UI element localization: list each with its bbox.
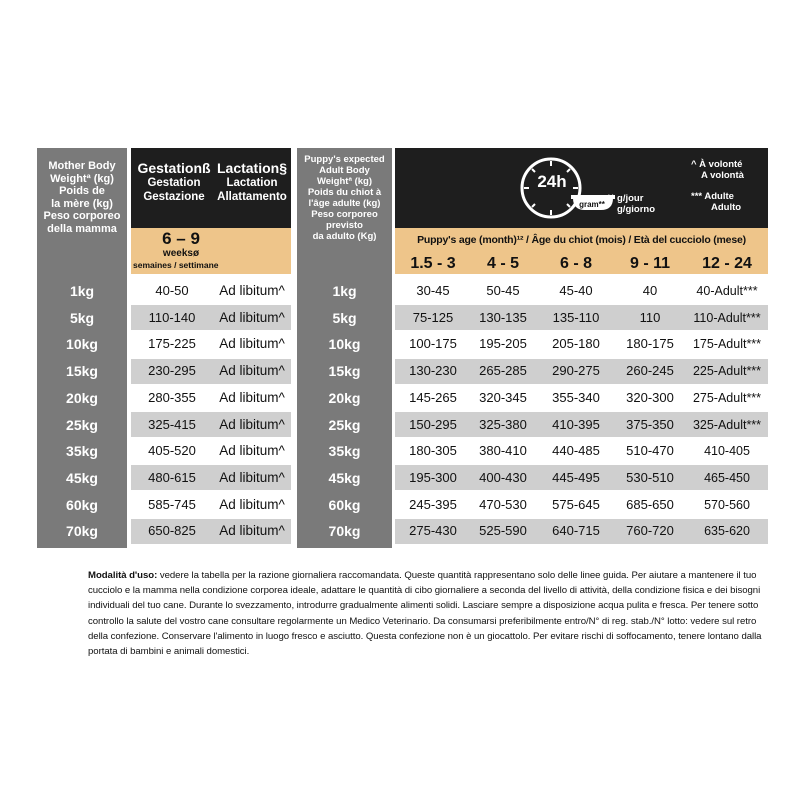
volonte-it: A volontà bbox=[701, 169, 744, 181]
gestation-fr: Gestation bbox=[147, 177, 201, 189]
gestation-amount: 110-140 bbox=[148, 309, 196, 325]
puppy-amount: 110-Adult*** bbox=[693, 310, 761, 325]
puppy-amount: 410-405 bbox=[704, 444, 750, 459]
usage-instructions bbox=[88, 568, 778, 659]
puppy-amount: 525-590 bbox=[479, 523, 527, 539]
lactation-amount: Ad libitum^ bbox=[219, 443, 285, 459]
gestation-amount: 480-615 bbox=[148, 469, 196, 485]
puppy-amount: 40-Adult*** bbox=[696, 284, 758, 298]
puppy-amount: 320-300 bbox=[626, 389, 674, 405]
puppy-amount: 640-715 bbox=[552, 523, 600, 539]
gestation-header bbox=[135, 160, 213, 204]
lactation-amount: Ad libitum^ bbox=[219, 309, 285, 325]
puppy-adult-weight-column bbox=[297, 148, 392, 548]
puppy-header-line: da adulto (Kg) bbox=[312, 231, 377, 242]
lactation-fr: Lactation bbox=[226, 177, 278, 189]
lactation-amount: Ad libitum^ bbox=[219, 336, 285, 352]
puppy-amount: 635-620 bbox=[704, 524, 750, 539]
lactation-header bbox=[215, 160, 289, 204]
puppy-amount: 410-395 bbox=[552, 416, 600, 432]
puppy-amount: 760-720 bbox=[626, 523, 674, 539]
puppy-weight-value: 10kg bbox=[328, 336, 361, 353]
puppy-amount: 30-45 bbox=[416, 283, 450, 298]
age-group-3: 6 - 8 bbox=[559, 255, 592, 272]
puppy-amount: 150-295 bbox=[409, 416, 457, 432]
puppy-amount: 290-275 bbox=[552, 363, 600, 379]
gestation-amount: 40-50 bbox=[155, 283, 189, 298]
mother-header-line: Weightª (kg) bbox=[50, 172, 114, 185]
gestation-amount: 230-295 bbox=[148, 363, 196, 379]
puppy-amount: 130-135 bbox=[479, 309, 527, 325]
mother-header-line: Poids de bbox=[59, 185, 105, 197]
gestation-amount: 405-520 bbox=[148, 443, 196, 459]
age-group-4: 9 - 11 bbox=[629, 255, 671, 272]
mother-weight-value: 60kg bbox=[66, 496, 98, 513]
gestation-amount: 175-225 bbox=[148, 336, 196, 352]
mother-weight-value: 20kg bbox=[66, 389, 98, 406]
puppy-amount: 325-Adult*** bbox=[692, 417, 762, 432]
lactation-it: Allattamento bbox=[217, 191, 287, 203]
puppy-weight-value: 45kg bbox=[328, 469, 361, 486]
puppy-weight-value: 35kg bbox=[328, 443, 361, 460]
puppy-amount: 45-40 bbox=[559, 283, 593, 298]
mother-weight-value: 70kg bbox=[66, 523, 98, 540]
usage-text: vedere la tabella per la razione giornaliera raccomandata. Queste quantità rappresentano solo delle linee guida. Per aiutare a mantenere il tuo cucciolo e la mamma nella condizione corporea ideale, adattare le quantità di cibo giornaliere a seconda del livello di attività, della condizione fisica e dei bisogni individuali del tuo cane. Durante lo svezzamento, introdurre gradualmente alimenti solidi. Lasciare sempre a disposizione acqua pulita e fresca. Per tenere sotto controllo la salute del vostro cane consultare regolarmente un Medico Veterinario. Da consumarsi preferibilmente entro/N° di reg. stab./N° lotto: vedere sul retro della confezione. Conservare l'alimento in luogo fresco e asciutto. Questa confezione non è un giocattolo. Per evitare rischi di soffocamento, tenere lontano dalla portata di bambini e animali domestici. bbox=[88, 570, 762, 658]
puppy-amount: 40 bbox=[642, 283, 658, 298]
gram-legend bbox=[607, 194, 677, 215]
puppy-amount: 75-125 bbox=[412, 309, 454, 325]
puppy-amount: 325-380 bbox=[479, 416, 527, 432]
volonte-legend bbox=[691, 160, 767, 181]
clock-24h-label: 24h bbox=[537, 172, 567, 191]
puppy-weight-value: 1kg bbox=[332, 283, 357, 299]
weeks-sublabel: semaines / settimane bbox=[133, 260, 219, 270]
mother-weight-value: 15kg bbox=[66, 363, 98, 380]
gestation-title: Gestationß bbox=[137, 160, 211, 176]
weeks-range: 6 – 9 bbox=[162, 229, 200, 248]
puppy-amount: 195-205 bbox=[479, 336, 527, 352]
puppy-amount: 510-470 bbox=[626, 443, 674, 459]
mother-weight-column bbox=[37, 148, 127, 548]
puppy-header-line: Peso corporeo previsto bbox=[311, 209, 378, 231]
puppy-header-line: Puppy's expected bbox=[304, 154, 385, 165]
gram-label: gram** bbox=[579, 200, 605, 209]
gestation-amount: 650-825 bbox=[148, 523, 196, 539]
volonte-fr: ^ À volonté bbox=[691, 159, 743, 170]
lactation-amount: Ad libitum^ bbox=[219, 416, 285, 432]
puppy-amount: 130-230 bbox=[409, 363, 457, 379]
puppy-amount: 575-645 bbox=[552, 496, 600, 512]
age-group-2: 4 - 5 bbox=[486, 255, 519, 272]
puppy-amount: 50-45 bbox=[486, 283, 520, 298]
puppy-amount: 110 bbox=[639, 309, 661, 325]
adulte-legend bbox=[691, 192, 767, 213]
lactation-amount: Ad libitum^ bbox=[219, 523, 285, 539]
puppy-amount: 530-510 bbox=[626, 469, 674, 485]
age-group-5: 12 - 24 bbox=[702, 255, 752, 272]
puppy-amount: 320-345 bbox=[479, 389, 527, 405]
gestation-weeks-band bbox=[131, 228, 291, 274]
puppy-amount: 275-430 bbox=[409, 523, 457, 539]
puppy-amount: 180-305 bbox=[409, 443, 457, 459]
puppy-header-line: l'âge adulte (kg) bbox=[308, 198, 381, 209]
puppy-amount: 445-495 bbox=[552, 469, 600, 485]
puppy-weight-value: 60kg bbox=[328, 496, 361, 513]
age-group-1: 1.5 - 3 bbox=[410, 255, 456, 272]
gestation-it: Gestazione bbox=[143, 191, 205, 203]
lactation-amount: Ad libitum^ bbox=[219, 469, 285, 485]
lactation-amount: Ad libitum^ bbox=[219, 363, 285, 379]
puppy-amount: 225-Adult*** bbox=[692, 364, 762, 379]
mother-weight-value: 10kg bbox=[66, 336, 98, 353]
puppy-amount: 265-285 bbox=[479, 363, 527, 379]
puppy-amount: 275-Adult*** bbox=[692, 390, 762, 405]
puppy-amount: 205-180 bbox=[552, 336, 600, 352]
lactation-amount: Ad libitum^ bbox=[219, 496, 285, 512]
puppy-amount: 465-450 bbox=[704, 470, 750, 485]
puppy-amount: 180-175 bbox=[626, 336, 674, 352]
puppy-amount: 355-340 bbox=[552, 389, 600, 405]
lactation-title: Lactation§ bbox=[216, 160, 287, 176]
gestation-amount: 585-745 bbox=[148, 496, 196, 512]
puppy-amount: 145-265 bbox=[409, 389, 457, 405]
puppy-amount: 570-560 bbox=[704, 497, 750, 512]
puppy-amount: 375-350 bbox=[626, 416, 674, 432]
puppy-weight-value: 15kg bbox=[328, 363, 361, 380]
puppy-header-line: Adult Body bbox=[319, 165, 370, 176]
puppy-weight-header bbox=[297, 154, 392, 242]
mother-weight-header bbox=[37, 160, 127, 235]
adulte-it: Adulto bbox=[711, 201, 742, 213]
puppy-amount: 175-Adult*** bbox=[692, 337, 762, 352]
mother-header-line: Peso corporeo bbox=[43, 210, 121, 222]
gestation-lactation-header bbox=[131, 148, 291, 228]
mother-weight-value: 45kg bbox=[66, 469, 98, 486]
weeks-label: weeksø bbox=[162, 248, 200, 259]
puppy-amount: 380-410 bbox=[479, 443, 527, 459]
puppy-amount: 195-300 bbox=[409, 469, 457, 485]
puppy-amount: 135-110 bbox=[552, 309, 600, 325]
mother-header-line: Mother Body bbox=[48, 160, 116, 172]
mother-header-line: la mère (kg) bbox=[51, 197, 113, 210]
puppy-amount: 470-530 bbox=[479, 496, 527, 512]
puppy-amount: 100-175 bbox=[409, 336, 457, 352]
gestation-amount: 325-415 bbox=[148, 416, 196, 432]
lactation-amount: Ad libitum^ bbox=[219, 389, 285, 405]
adulte-fr: *** Adulte bbox=[691, 191, 734, 202]
puppy-amount: 260-245 bbox=[626, 363, 674, 379]
mother-weight-value: 25kg bbox=[66, 416, 98, 433]
mother-weight-value: 1kg bbox=[69, 283, 95, 299]
puppy-amount: 245-395 bbox=[409, 496, 457, 512]
gram-legend-it: g/giorno bbox=[617, 203, 655, 215]
mother-weight-value: 5kg bbox=[69, 309, 95, 326]
usage-label: Modalità d'uso: bbox=[88, 570, 158, 581]
puppy-amount: 685-650 bbox=[626, 496, 674, 512]
puppy-amount: 400-430 bbox=[479, 469, 527, 485]
puppy-amount: 440-485 bbox=[552, 443, 600, 459]
puppy-weight-value: 70kg bbox=[328, 523, 361, 540]
gestation-amount: 280-355 bbox=[148, 389, 196, 405]
gram-legend-fr: ** g/jour bbox=[607, 193, 644, 204]
puppy-weight-value: 25kg bbox=[328, 416, 361, 433]
puppy-weight-value: 5kg bbox=[332, 309, 357, 326]
lactation-amount: Ad libitum^ bbox=[219, 283, 285, 298]
puppy-header-line: Poids du chiot à bbox=[307, 187, 382, 198]
puppy-age-title: Puppy's age (month)¹² / Âge du chiot (mois) / Età del cucciolo (mese) bbox=[417, 234, 746, 246]
mother-header-line: della mamma bbox=[47, 222, 117, 235]
puppy-weight-value: 20kg bbox=[328, 389, 361, 406]
puppy-age-header bbox=[395, 148, 768, 228]
mother-weight-value: 35kg bbox=[66, 443, 98, 460]
puppy-header-line: Weightª (kg) bbox=[316, 176, 373, 187]
